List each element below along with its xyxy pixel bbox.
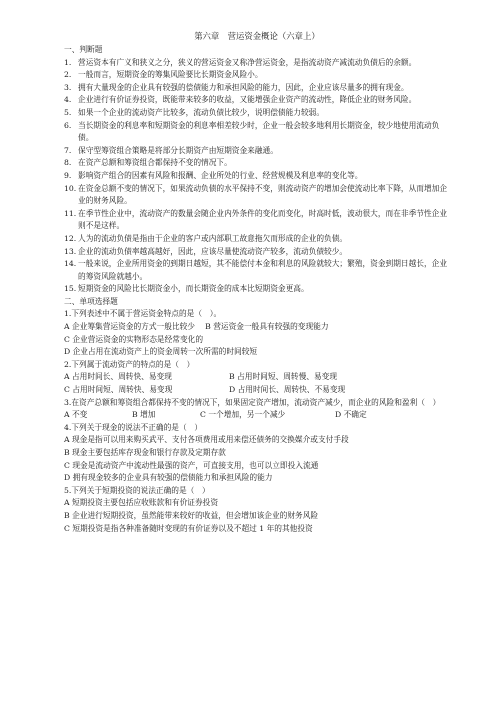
question-option: A 短期投资主要包括应收账款和有价证券投资 — [64, 498, 219, 508]
list-item: 10. 在资金总额不变的情况下，如果流动负债的水平保持不变，则流动资产的增加会使流动比率下降，从而增加企业的财务风险。 — [64, 183, 448, 206]
list-item: 11. 在季节性企业中，流动资产的数量会随企业内外条件的变化而变化，时高时低，波动很大，而在非季节性企业则不是这样。 — [64, 208, 448, 231]
question-option: C 一个增加，另一个减少 — [200, 410, 286, 420]
question-option: B 现金主要包括库存现金和银行存款及定期存款 — [64, 448, 226, 457]
mc-questions — [64, 308, 450, 535]
list-item: 7. 保守型筹资组合策略是将部分长期资产由短期资金来融通。 — [64, 145, 278, 155]
question-option: B 占用时间短、周转慢、易变现 — [229, 372, 338, 382]
question-option: C 占用时间短、周转快、易变现 — [64, 385, 173, 395]
question-option: A 企业筹集营运资金的方式一般比较少 B 营运资金一般具有较强的变现能力 — [64, 322, 329, 332]
list-item: 14. 一般来说，企业所用资金的到期日越短，其不能偿付本金和利息的风险就较大；繁殖，资金到期日越长，企业的筹资风险就越小。 — [64, 259, 448, 281]
question-option: D 不确定 — [335, 410, 367, 420]
question-stem: 2.下列属于流动资产的特点的是（ ） — [64, 359, 195, 369]
question-option: C 现金是流动资产中流动性最强的资产，可直接支用，也可以立即投入流通 — [64, 460, 319, 470]
question-option: D 占用时间长、周转快、不易变现 — [229, 385, 346, 395]
question-option: C 短期投资是指各种准备随时变现的有价证券以及不超过 1 年的其他投资 — [64, 523, 313, 533]
section-heading-judge: 一、判断题 — [64, 45, 103, 54]
list-item: 2. 一般而言，短期资金的筹集风险要比长期资金风险小。 — [64, 70, 263, 80]
option-row — [64, 409, 450, 422]
question-option: A 现金是指可以用来购买武平、支付各项费用或用来偿还债务的交换媒介或支付手段 — [64, 435, 349, 445]
question-option: D 企业占用在流动资产上的资金周转一次所需的时间较短 — [64, 347, 258, 357]
question-option: A 不变 — [64, 410, 88, 420]
question-stem: 5.下列关于短期投资的说法正确的是（ ） — [64, 485, 210, 495]
list-item: 13. 企业的流动负债率越高越好，因此，应该尽量使流动资产较多，流动负债较少。 — [64, 246, 348, 256]
question-stem: 4.下列关于现金的说法不正确的是（ ） — [64, 422, 203, 432]
list-item: 9. 影响资产组合的因素有风险和报酬、企业所处的行业、经营规模及利息率的变化等。 — [64, 170, 363, 180]
question-option: D 拥有现金较多的企业具有较强的偿债能力和承担风险的能力 — [64, 473, 273, 483]
list-item: 4. 企业进行有价证券投资，既能带来较多的收益，又能增强企业资产的流动性，降低企业的财务风险。 — [64, 95, 417, 105]
list-item: 12. 人为的流动负债是指由于企业的客户或内部职工故意拖欠而形成的企业的负债。 — [64, 233, 348, 243]
list-item: 1. 营运资本有广义和狭义之分，狭义的营运资金又称净营运资金，是指流动资产减流动负债后的余额。 — [64, 57, 417, 67]
question-option: C 企业营运资金的实物形态是经常变化的 — [64, 334, 204, 344]
question-option: B 企业进行短期投资，虽然能带来较好的收益，但会增加该企业的财务风险 — [64, 510, 319, 520]
judge-list — [64, 57, 450, 296]
option-row — [64, 384, 450, 397]
question-option: A 占用时间长、周转快、易变现 — [64, 372, 172, 382]
option-row — [64, 371, 450, 384]
section-heading-mc: 二、单项选择题 — [64, 296, 118, 306]
page-title: 第六章 营运资金概论（六章上） — [194, 31, 320, 41]
list-item: 6. 当长期资金的利息率和短期资金的利息率相差较少时，企业一般会较多地利用长期资金，较少地使用流动负债。 — [64, 120, 440, 143]
question-option: B 增加 — [132, 410, 156, 420]
question-stem: 3.在资产总额和筹资组合都保持不变的情况下，如果固定资产增加，流动资产减少，而企业的风险和盈利（ ） — [64, 397, 441, 407]
list-item: 8. 在资产总额和筹资组合都保持不变的情况下。 — [64, 158, 232, 168]
list-item: 5. 如果一个企业的流动资产比较多，流动负债比较少，说明偿债能力较弱。 — [64, 107, 325, 117]
list-item: 15. 短期资金的风险比长期资金小，而长期资金的成本比短期资金更高。 — [64, 284, 309, 294]
list-item: 3. 拥有大量现金的企业具有较强的偿债能力和承担风险的能力，因此，企业应该尽量多的拥有现金。 — [64, 82, 409, 92]
question-stem: 1.下列表述中不属于营运资金特点的是（ ）。 — [64, 309, 222, 319]
